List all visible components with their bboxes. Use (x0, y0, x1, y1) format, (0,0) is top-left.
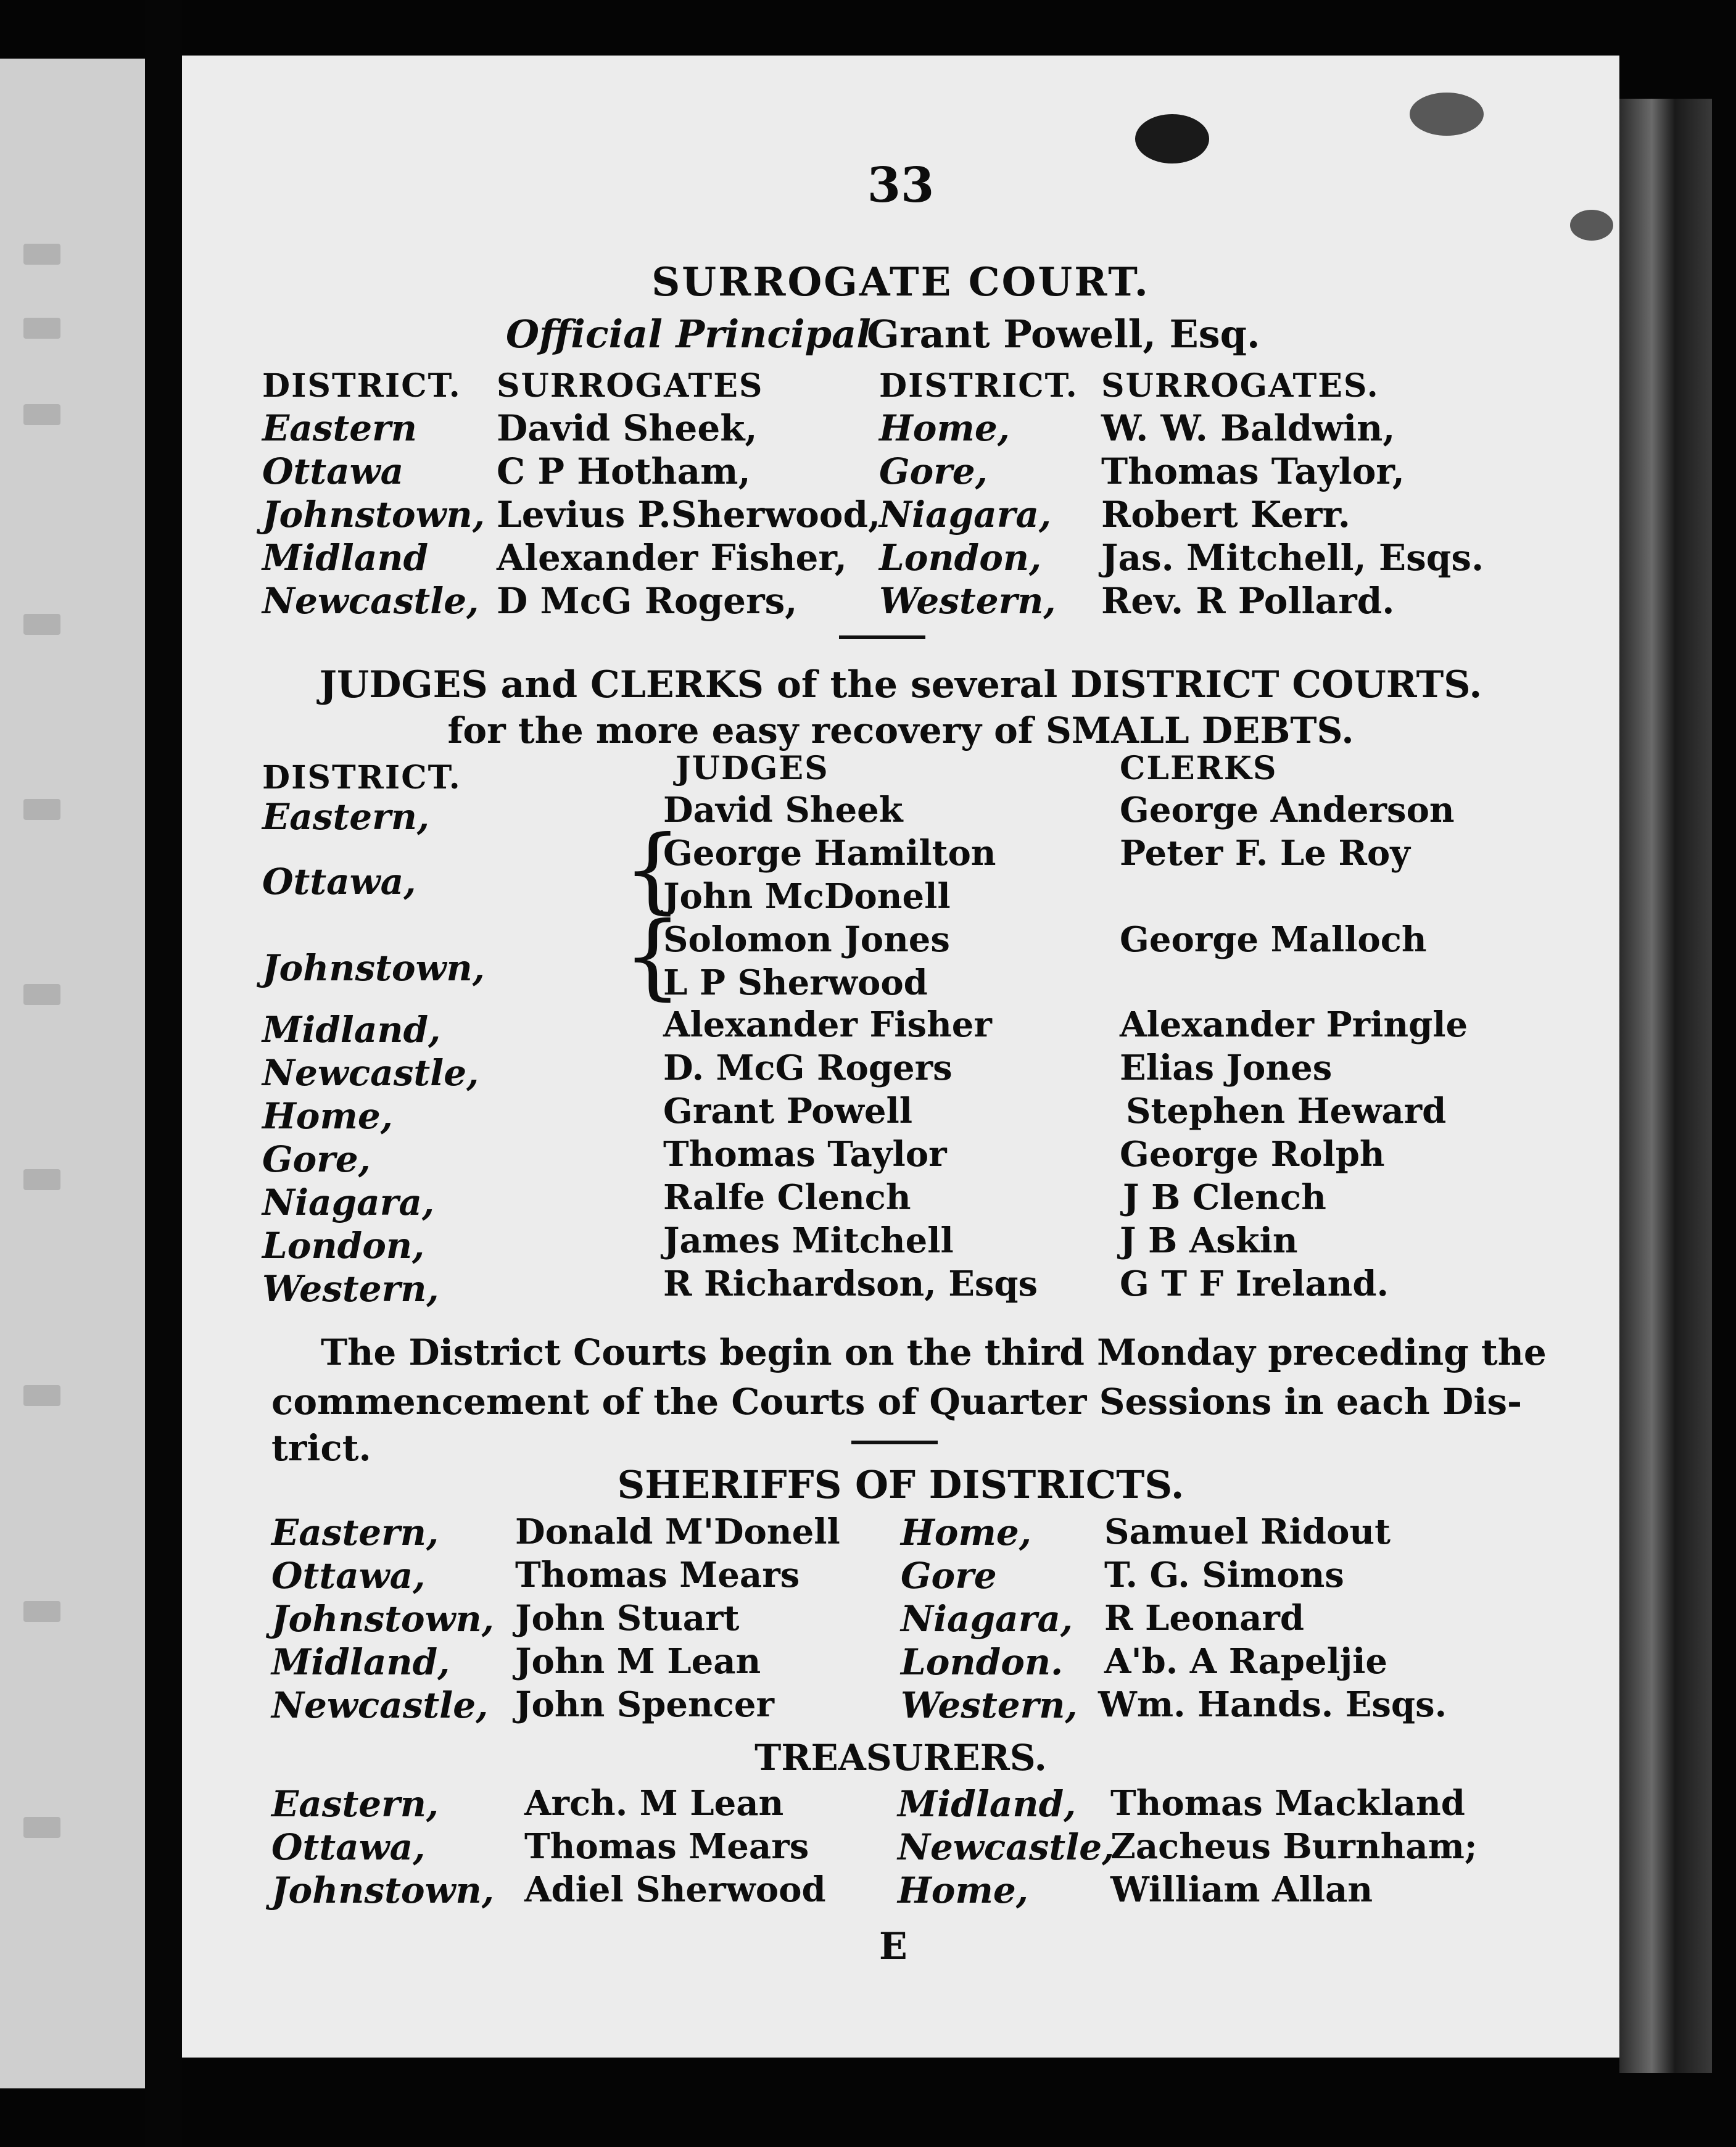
judge-name: L P Sherwood (663, 962, 928, 1003)
treasurer-name: Zacheus Burnham; (1110, 1826, 1478, 1867)
judge-name: Ralfe Clench (663, 1177, 911, 1218)
treasurer-name: Thomas Mackland (1110, 1783, 1465, 1824)
district-name: Midland, (262, 1009, 441, 1051)
sheriff-name: Thomas Mears (515, 1555, 800, 1595)
official-principal-label: Official Principal (506, 312, 871, 357)
district-name: Ottawa, (262, 861, 416, 903)
district-name: Western, (901, 1684, 1078, 1726)
clerk-name: George Anderson (1120, 790, 1455, 830)
text-fragment (23, 244, 60, 265)
clerk-name: George Rolph (1120, 1134, 1385, 1175)
sheriff-name: R Leonard (1104, 1598, 1305, 1639)
col-header-surrogates: SURROGATES. (1101, 367, 1379, 405)
district-name: Ottawa, (271, 1555, 426, 1597)
district-name: Newcastle, (271, 1684, 489, 1726)
judge-name: James Mitchell (663, 1220, 954, 1261)
page-number: 33 (867, 157, 935, 213)
district-name: London, (262, 1225, 425, 1267)
text-fragment (23, 614, 60, 635)
clerk-name: Elias Jones (1120, 1048, 1333, 1088)
district-name: Johnstown, (262, 494, 485, 536)
district-name: Midland, (271, 1641, 450, 1683)
district-courts-subheading: for the more easy recovery of SMALL DEBTS. (447, 709, 1354, 751)
text-fragment (23, 318, 60, 339)
district-name: Gore, (879, 450, 988, 492)
sheriffs-heading: SHERIFFS OF DISTRICTS. (617, 1462, 1184, 1507)
ink-blot (1135, 114, 1209, 163)
district-name: Gore, (262, 1138, 371, 1180)
surrogate-name: W. W. Baldwin, (1101, 407, 1395, 449)
district-name: Home, (879, 407, 1010, 449)
text-fragment (23, 1817, 60, 1838)
district-name: Newcastle, (262, 1052, 479, 1094)
col-header-surrogates: SURROGATES (497, 367, 764, 405)
district-courts-note-line: commencement of the Courts of Quarter Sessions in each Dis- (271, 1381, 1523, 1423)
section-divider (851, 1441, 938, 1444)
official-principal-name: Grant Powell, Esq. (867, 312, 1260, 357)
surrogate-name: Robert Kerr. (1101, 494, 1350, 536)
district-name: Midland, (898, 1783, 1077, 1825)
surrogate-name: Thomas Taylor, (1101, 450, 1405, 492)
page (182, 56, 1619, 2058)
district-name: London, (879, 537, 1042, 579)
surrogate-name: D McG Rogers, (497, 580, 798, 622)
sheriff-name: Wm. Hands. Esqs. (1098, 1684, 1447, 1725)
surrogate-name: C P Hotham, (497, 450, 751, 492)
judge-name: John McDonell (663, 876, 951, 917)
col-header-district: DISTRICT. (262, 759, 461, 796)
col-header-clerks: CLERKS (1120, 750, 1278, 787)
col-header-district: DISTRICT. (262, 367, 461, 405)
district-courts-note-line: trict. (271, 1427, 371, 1469)
district-name: Ottawa, (271, 1826, 426, 1868)
judge-name: Thomas Taylor (663, 1134, 947, 1175)
district-name: Home, (898, 1869, 1028, 1911)
judge-name: Solomon Jones (663, 919, 950, 960)
sheriff-name: T. G. Simons (1104, 1555, 1344, 1595)
district-name: Johnstown, (262, 947, 485, 989)
clerk-name: G T F Ireland. (1120, 1264, 1389, 1304)
clerk-name: George Malloch (1120, 919, 1427, 960)
clerk-name: Stephen Heward (1126, 1091, 1447, 1131)
district-name: Gore (901, 1555, 997, 1597)
treasurer-name: Thomas Mears (524, 1826, 809, 1867)
clerk-name: Alexander Pringle (1120, 1004, 1468, 1045)
district-name: Newcastle, (262, 580, 479, 622)
district-name: Eastern, (271, 1512, 439, 1553)
text-fragment (23, 1385, 60, 1406)
text-fragment (23, 984, 60, 1005)
ink-blot (1410, 93, 1484, 136)
judge-name: David Sheek (663, 790, 903, 830)
book-gutter (145, 0, 182, 2147)
clerk-name: Peter F. Le Roy (1120, 833, 1410, 874)
district-courts-heading: JUDGES and CLERKS of the several DISTRICT COURTS. (319, 663, 1482, 706)
district-name: Niagara, (901, 1598, 1073, 1640)
ink-blot (1570, 210, 1613, 241)
page-edge-stack (1619, 99, 1712, 2073)
district-name: Midland (262, 537, 429, 579)
district-name: London. (901, 1641, 1064, 1683)
judge-name: D. McG Rogers (663, 1048, 953, 1088)
brace: { (623, 816, 682, 924)
treasurer-name: Adiel Sherwood (524, 1869, 826, 1910)
col-header-judges: JUDGES (676, 750, 829, 787)
treasurer-name: Arch. M Lean (524, 1783, 784, 1824)
surrogate-name: David Sheek, (497, 407, 758, 449)
district-name: Western, (262, 1268, 439, 1310)
text-fragment (23, 1601, 60, 1622)
treasurers-heading: TREASURERS. (754, 1737, 1047, 1779)
text-fragment (23, 1169, 60, 1190)
surrogate-name: Rev. R Pollard. (1101, 580, 1395, 622)
district-name: Western, (879, 580, 1056, 622)
district-name: Ottawa (262, 450, 404, 492)
sheriff-name: John M Lean (515, 1641, 761, 1682)
brace: { (623, 903, 682, 1010)
district-name: Eastern (262, 407, 417, 449)
surrogate-name: Jas. Mitchell, Esqs. (1101, 537, 1484, 579)
surrogate-court-heading: SURROGATE COURT. (651, 259, 1150, 305)
text-fragment (23, 799, 60, 820)
judge-name: R Richardson, Esqs (663, 1264, 1038, 1304)
surrogate-name: Alexander Fisher, (497, 537, 847, 579)
district-name: Home, (901, 1512, 1031, 1553)
district-name: Niagara, (262, 1181, 435, 1223)
clerk-name: J B Clench (1123, 1177, 1326, 1218)
sheriff-name: Samuel Ridout (1104, 1512, 1391, 1552)
treasurer-name: William Allan (1110, 1869, 1373, 1910)
district-name: Home, (262, 1095, 393, 1137)
district-name: Johnstown, (271, 1598, 494, 1640)
district-name: Niagara, (879, 494, 1052, 536)
clerk-name: J B Askin (1120, 1220, 1298, 1261)
district-name: Johnstown, (271, 1869, 494, 1911)
col-header-district: DISTRICT. (879, 367, 1078, 405)
district-name: Eastern, (262, 796, 430, 838)
surrogate-name: Levius P.Sherwood, (497, 494, 881, 536)
sheriff-name: John Spencer (515, 1684, 774, 1725)
sheriff-name: John Stuart (515, 1598, 740, 1639)
judge-name: Grant Powell (663, 1091, 913, 1131)
signature-mark: E (879, 1925, 907, 1968)
judge-name: Alexander Fisher (663, 1004, 992, 1045)
district-name: Eastern, (271, 1783, 439, 1825)
district-courts-note-line: The District Courts begin on the third Monday preceding the (321, 1331, 1547, 1373)
judge-name: George Hamilton (663, 833, 996, 874)
district-name: Newcastle, (898, 1826, 1115, 1868)
text-fragment (23, 404, 60, 425)
sheriff-name: A'b. A Rapeljie (1104, 1641, 1388, 1682)
left-page-edge (0, 59, 145, 2088)
section-divider (839, 635, 925, 639)
sheriff-name: Donald M'Donell (515, 1512, 840, 1552)
